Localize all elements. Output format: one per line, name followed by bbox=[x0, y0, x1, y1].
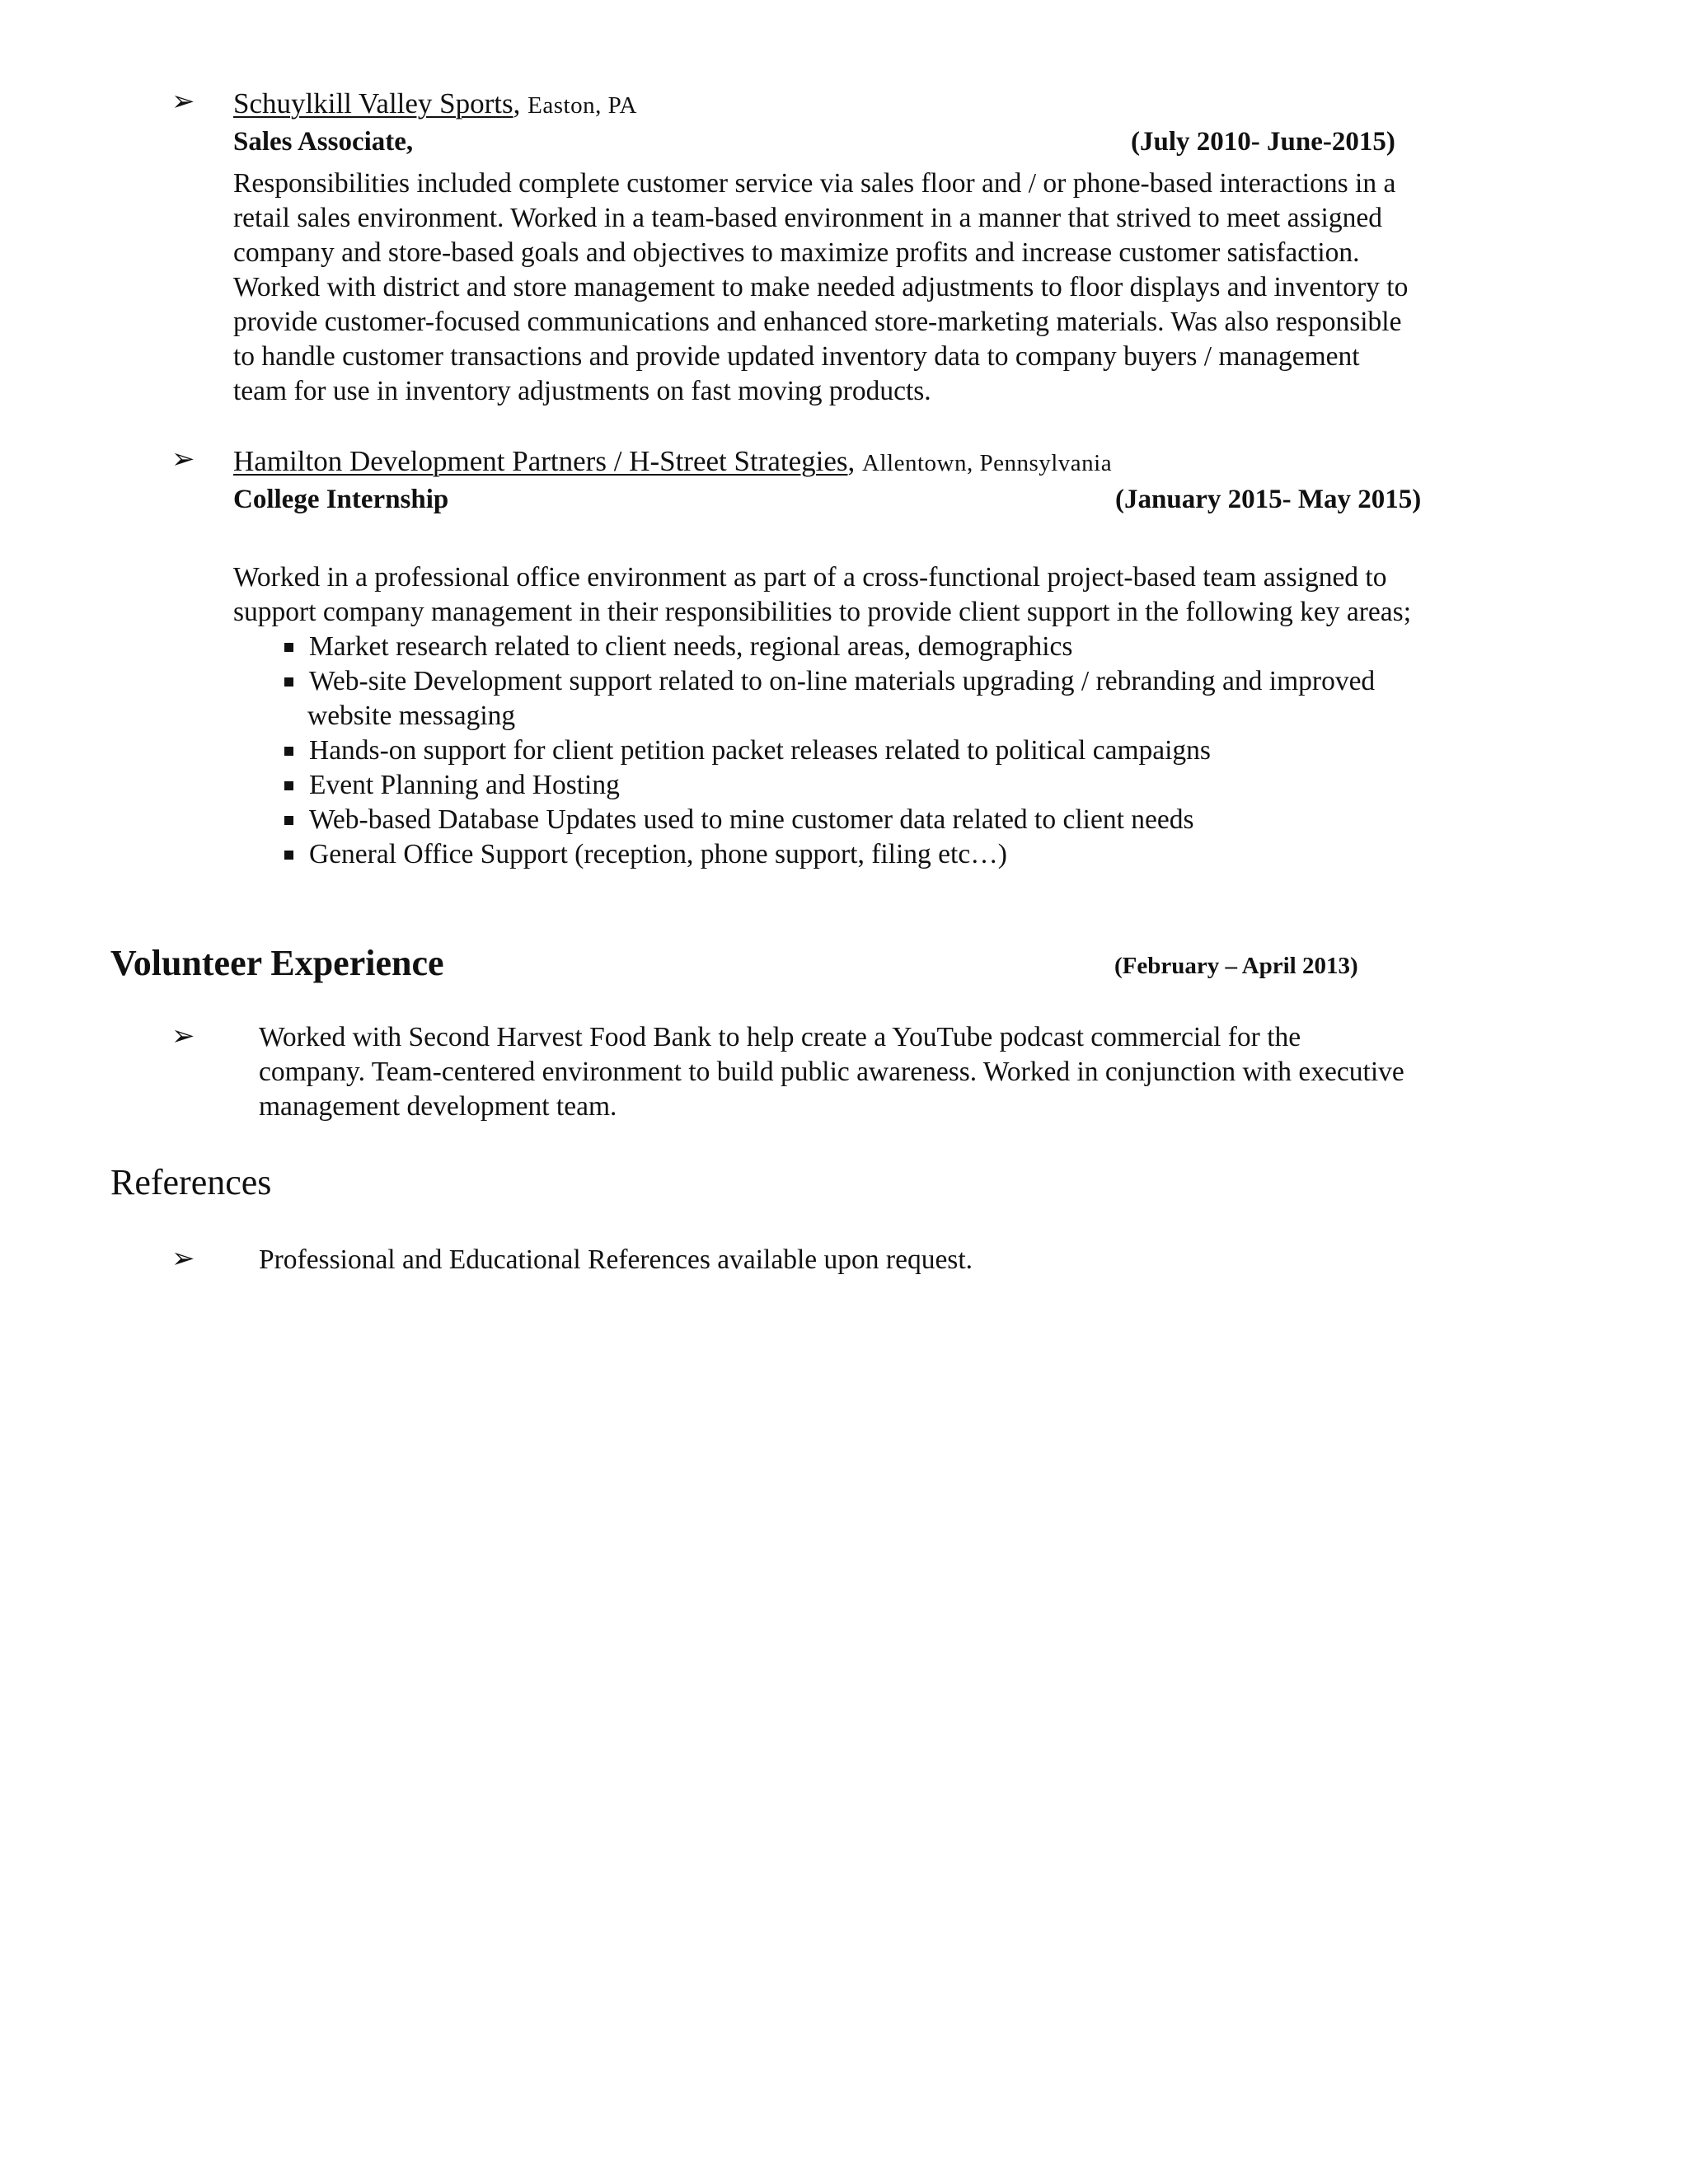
list-item: Hands-on support for client petition packet releases related to political campaigns bbox=[233, 733, 1552, 768]
description-line: provide customer-focused communications and enhanced store-marketing materials. Was also responsible bbox=[233, 307, 1402, 337]
list-item: Web-based Database Updates used to mine customer data related to client needs bbox=[233, 803, 1552, 837]
list-item: General Office Support (reception, phone support, filing etc…) bbox=[233, 837, 1552, 872]
description-line: Responsibilities included complete customer service via sales floor and / or phone-based interactions in a bbox=[233, 168, 1396, 199]
section-heading-references: References bbox=[110, 1162, 272, 1202]
list-item: Web-site Development support related to on-line materials upgrading / rebranding and improved website messaging bbox=[233, 664, 1552, 733]
role-line bbox=[233, 481, 1552, 518]
description-line: management development team. bbox=[259, 1091, 617, 1122]
description-line: company and store-based goals and objectives to maximize profits and increase customer satisfaction. bbox=[233, 237, 1360, 268]
arrow-bullet-icon: ➢ bbox=[171, 1244, 195, 1274]
job-dates: (July 2010- June-2015) bbox=[1131, 127, 1395, 157]
list-item: Market research related to client needs, regional areas, demographics bbox=[233, 630, 1552, 664]
description-line: support company management in their responsibilities to provide client support in the following key areas; bbox=[233, 597, 1412, 627]
arrow-bullet-icon: ➢ bbox=[171, 1021, 195, 1052]
job-title: Sales Associate, bbox=[233, 127, 414, 157]
employer-location: Easton, PA bbox=[528, 92, 637, 119]
list-item: Event Planning and Hosting bbox=[233, 768, 1552, 803]
job-dates: (January 2015- May 2015) bbox=[1115, 485, 1422, 514]
employer-location: Allentown, Pennsylvania bbox=[862, 450, 1113, 476]
employer-line: Schuylkill Valley Sports, Easton, PA bbox=[233, 87, 637, 120]
section-heading-volunteer: Volunteer Experience bbox=[110, 943, 444, 983]
description-line: Worked in a professional office environment as part of a cross-functional project-based team assigned to bbox=[233, 562, 1387, 593]
job-description bbox=[233, 166, 1552, 409]
task-list bbox=[233, 630, 1552, 872]
description-line: team for use in inventory adjustments on fast moving products. bbox=[233, 376, 931, 406]
volunteer-description bbox=[259, 1020, 1578, 1124]
employer-name: Schuylkill Valley Sports bbox=[233, 87, 513, 120]
description-line: retail sales environment. Worked in a team-based environment in a manner that strived to meet assigned bbox=[233, 203, 1382, 233]
arrow-bullet-icon: ➢ bbox=[171, 87, 195, 117]
description-line: to handle customer transactions and provide updated inventory data to company buyers / management bbox=[233, 341, 1360, 372]
employer-name: Hamilton Development Partners / H-Street Strategies bbox=[233, 445, 848, 477]
description-line: company. Team-centered environment to build public awareness. Worked in conjunction with executive bbox=[259, 1057, 1404, 1087]
job-title: College Internship bbox=[233, 485, 449, 514]
description-line: Worked with Second Harvest Food Bank to help create a YouTube podcast commercial for the bbox=[259, 1022, 1301, 1052]
volunteer-dates: (February – April 2013) bbox=[1114, 953, 1358, 979]
employer-line: Hamilton Development Partners / H-Street Strategies, Allentown, Pennsylvania bbox=[233, 445, 1113, 477]
job-description bbox=[233, 560, 1552, 630]
description-line: Worked with district and store management to make needed adjustments to floor displays and inventory to bbox=[233, 272, 1409, 302]
role-line bbox=[233, 124, 1552, 160]
references-text: Professional and Educational References available upon request. bbox=[259, 1244, 973, 1275]
arrow-bullet-icon: ➢ bbox=[171, 444, 195, 475]
